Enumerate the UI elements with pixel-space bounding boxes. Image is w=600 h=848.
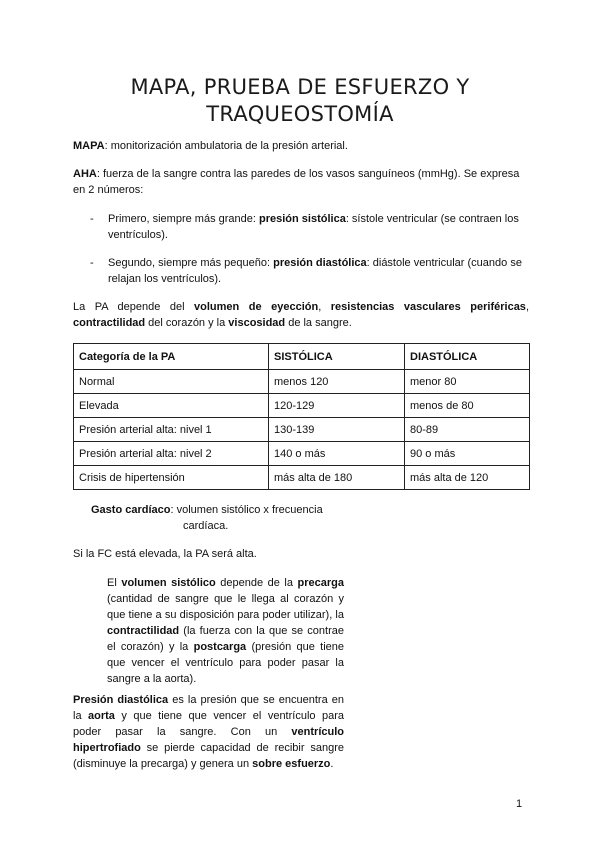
gasto-cardiaco-line: Gasto cardíaco: volumen sistólico x frecuencia bbox=[91, 504, 323, 516]
page-title: MAPA, PRUEBA DE ESFUERZO Y TRAQUEOSTOMÍA bbox=[130, 75, 470, 126]
mapa-term: MAPA bbox=[73, 140, 105, 152]
table-cell: Elevada bbox=[74, 394, 269, 418]
table-cell: 80-89 bbox=[405, 418, 530, 442]
table-cell: menos de 80 bbox=[405, 394, 530, 418]
table-row bbox=[74, 418, 530, 442]
aha-definition: AHA: fuerza de la sangre contra las paredes de los vasos sanguíneos (mmHg). Se expresa en 2 números: bbox=[73, 168, 520, 196]
table-cell: Presión arterial alta: nivel 1 bbox=[74, 418, 269, 442]
table-cell: Normal bbox=[74, 370, 269, 394]
table-cell: menor 80 bbox=[405, 370, 530, 394]
table-row bbox=[74, 370, 530, 394]
mapa-definition: MAPA: monitorización ambulatoria de la presión arterial. bbox=[73, 140, 348, 152]
table-cell: 120-129 bbox=[269, 394, 405, 418]
pa-paragraph: La PA depende del volumen de eyección, resistencias vasculares periféricas, contractilidad del corazón y la viscosidad de la sangre. bbox=[73, 301, 529, 329]
table-cell: Crisis de hipertensión bbox=[74, 466, 269, 490]
volumen-sistolico-paragraph: El volumen sistólico depende de la precarga (cantidad de sangre que le llega al corazón y que tiene a su disposición para poder utilizar), la contractilidad (la fuerza con la que se contrae el corazón) y la postcarga (presión que tiene que vencer el ventrículo para poder pasar la sangre a la aorta). bbox=[107, 577, 344, 685]
bullet-sistolica: Primero, siempre más grande: presión sistólica: sístole ventricular (se contraen los ventrículos). bbox=[108, 213, 519, 241]
gasto-cardiaco-line2: cardíaca. bbox=[183, 520, 229, 532]
table-row bbox=[74, 466, 530, 490]
table-cell: más alta de 180 bbox=[269, 466, 405, 490]
table-cell: menos 120 bbox=[269, 370, 405, 394]
table-cell: 90 o más bbox=[405, 442, 530, 466]
pa-category-table bbox=[73, 343, 530, 490]
table-cell: 130-139 bbox=[269, 418, 405, 442]
table-header: DIASTÓLICA bbox=[405, 344, 530, 370]
bullet-dash: - bbox=[90, 257, 94, 269]
table-cell: 140 o más bbox=[269, 442, 405, 466]
bullet-diastolica: Segundo, siempre más pequeño: presión diastólica: diástole ventricular (cuando se relajan los ventrículos). bbox=[108, 257, 522, 285]
table-cell: más alta de 120 bbox=[405, 466, 530, 490]
aha-term: AHA bbox=[73, 168, 97, 180]
page-number: 1 bbox=[516, 798, 523, 810]
table-row bbox=[74, 442, 530, 466]
table-row bbox=[74, 394, 530, 418]
fc-line: Si la FC está elevada, la PA será alta. bbox=[73, 548, 257, 560]
table-cell: Presión arterial alta: nivel 2 bbox=[74, 442, 269, 466]
presion-diastolica-paragraph: Presión diastólica es la presión que se encuentra en la aorta y que tiene que vencer el ventrículo para poder pasar la sangre. Con un ventrículo hipertrofiado se pierde capacidad de recibir sangre (disminuye la precarga) y genera un sobre esfuerzo. bbox=[73, 694, 344, 770]
table-header-row bbox=[74, 344, 530, 370]
table-header: SISTÓLICA bbox=[269, 344, 405, 370]
table-header: Categoría de la PA bbox=[74, 344, 269, 370]
bullet-dash: - bbox=[90, 213, 94, 225]
